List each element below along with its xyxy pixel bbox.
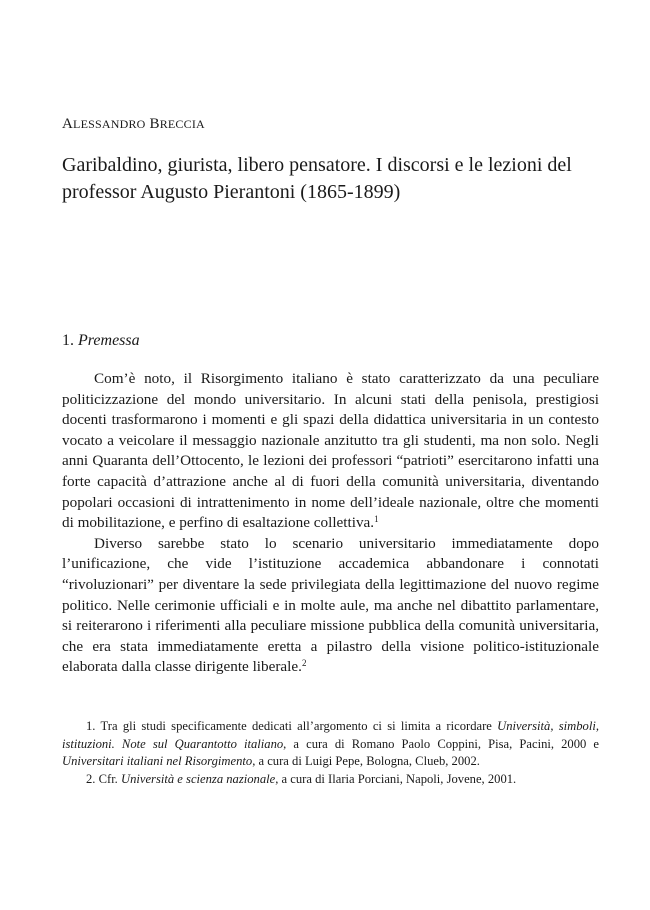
paragraph bbox=[62, 369, 599, 534]
footnote-title: Università, simboli, istituzioni. Note sul Quarantotto italiano bbox=[62, 719, 599, 751]
author-first-initial: A bbox=[62, 116, 74, 132]
author-last-rest: RECCIA bbox=[159, 117, 205, 131]
footnote bbox=[62, 771, 599, 789]
footnote-text: , a cura di Ilaria Porciani, Napoli, Jovene, 2001. bbox=[275, 771, 517, 786]
paragraph bbox=[62, 534, 599, 678]
footnote-title: Universitari italiani nel Risorgimento bbox=[62, 754, 253, 769]
paragraph-text: Com’è noto, il Risorgimento italiano è stato caratterizzato da una peculiare politicizzazione del mondo universitario. In alcuni stati della penisola, prestigiosi docenti trasformarono i momenti e gli spazi della didattica universitaria in un contesto vocato a veicolare il messaggio nazionale anzitutto tra gli studenti, ma non solo. Negli anni Quaranta dell’Ottocento, le lezioni dei professori “patrioti” esercitarono infatti una forte capacità d’attrazione anche al di fuori della comunità universitaria, diventando popolari occasioni di intrattenimento in nome dell’ideale nazionale, oltre che momenti di mobilitazione, e perfino di esaltazione collettiva. bbox=[62, 370, 599, 532]
body-text bbox=[62, 369, 599, 678]
paragraph-text: Diverso sarebbe stato lo scenario universitario immediatamente dopo l’unificazione, che vide l’istituzione accademica abbandonare i connotati “rivoluzionari” per diventare la sede privilegiata della legittimazione del nuovo regime politico. Nelle cerimonie ufficiali e in molte aule, ma anche nel dibattito parlamentare, si reiterarono i riferimenti alla peculiare missione pubblica della comunità universitaria, che era stata immediatamente eretta a pilastro della visione politico-istituzionale elaborata dalla classe dirigente liberale. bbox=[62, 534, 599, 676]
author-first-rest: LESSANDRO bbox=[73, 117, 146, 131]
author-last-initial: B bbox=[149, 116, 160, 132]
footnote bbox=[62, 718, 599, 771]
footnote-ref[interactable]: 2 bbox=[301, 658, 307, 669]
section-number: 1. bbox=[62, 332, 74, 349]
section-name: Premessa bbox=[78, 332, 140, 349]
section-heading bbox=[62, 332, 140, 350]
footnotes bbox=[62, 718, 599, 788]
footnote-ref[interactable]: 1 bbox=[374, 514, 379, 525]
author-name bbox=[62, 116, 205, 133]
footnote-text: , a cura di Romano Paolo Coppini, Pisa, Pacini, 2000 e bbox=[283, 736, 599, 751]
footnote-text: 1. Tra gli studi specificamente dedicati all’argomento ci si limita a ricordare bbox=[86, 719, 498, 733]
footnote-title: Università e scienza nazionale bbox=[120, 771, 276, 786]
article-title: Garibaldino, giurista, libero pensatore. I discorsi e le lezioni del professor Augusto Pierantoni (1865-1899) bbox=[62, 154, 572, 203]
footnote-text: , a cura di Luigi Pepe, Bologna, Clueb, 2002. bbox=[252, 754, 480, 769]
footnote-text: 2. Cfr. bbox=[86, 771, 121, 786]
